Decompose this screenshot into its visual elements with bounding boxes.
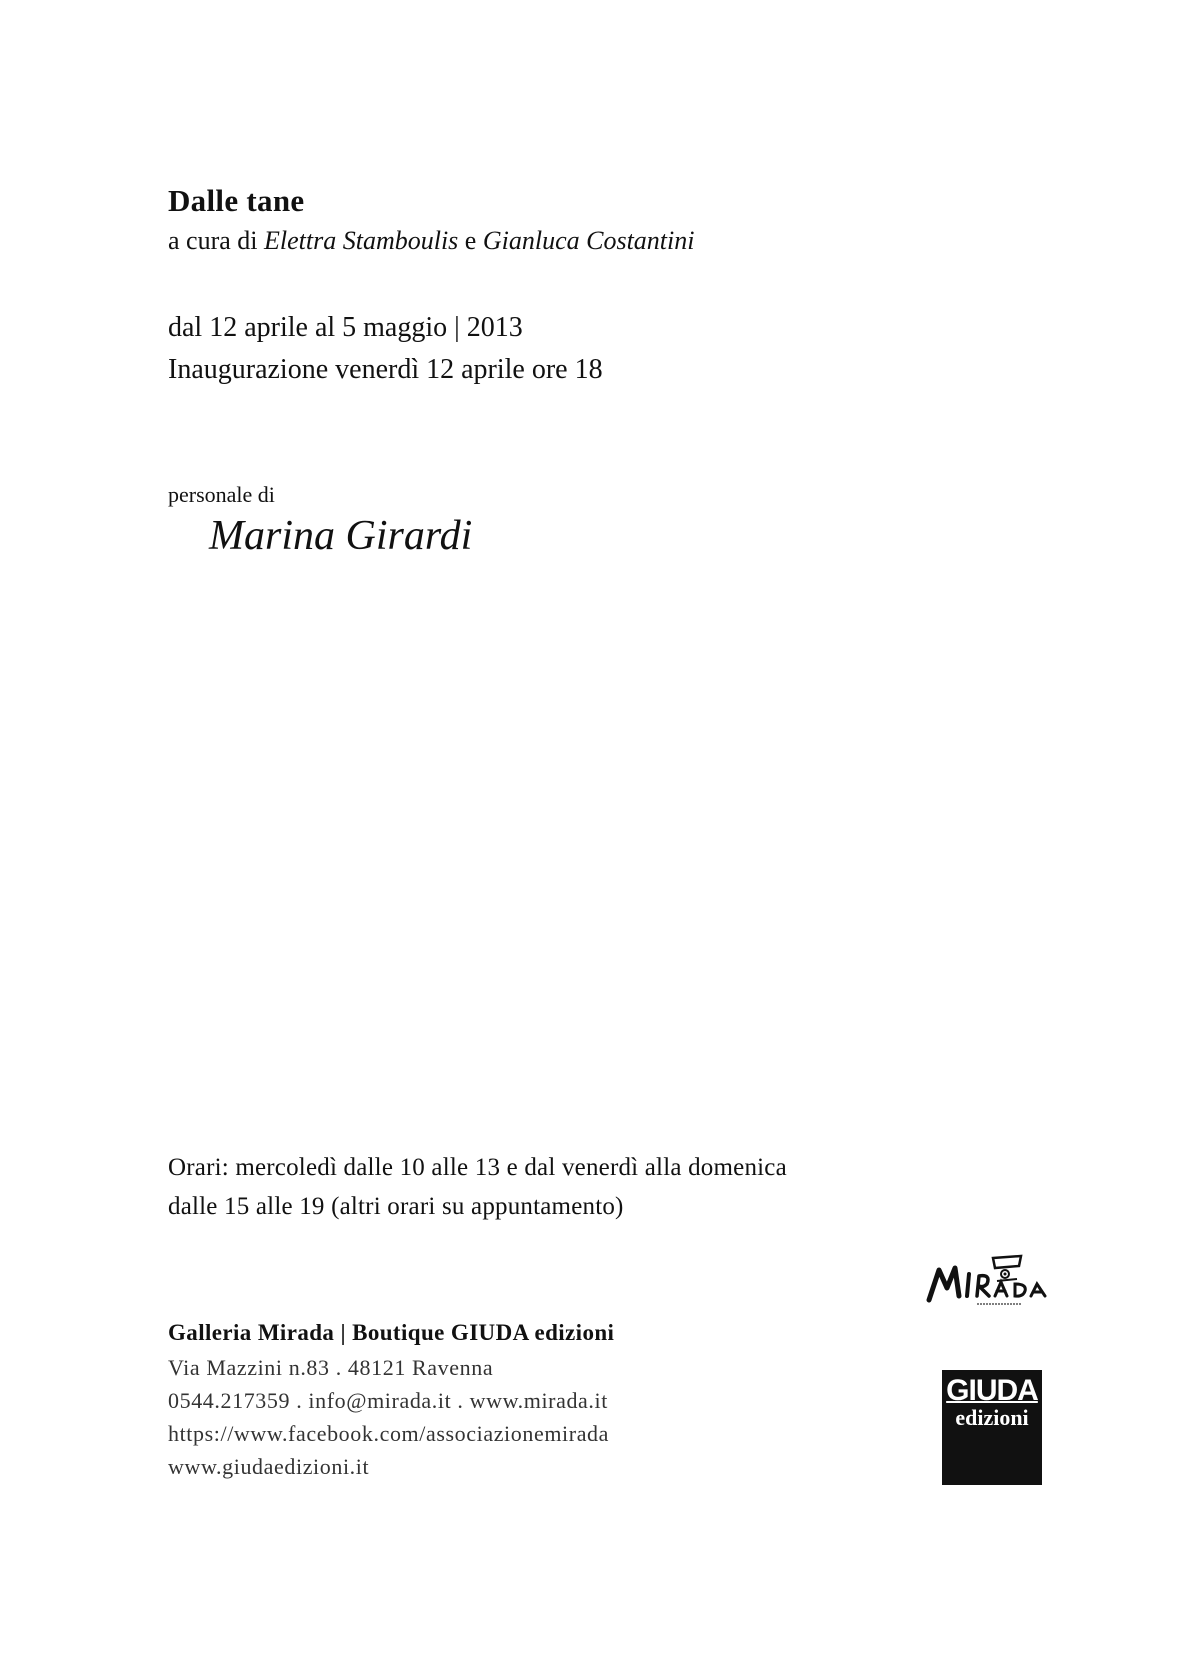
venue-name: Galleria Mirada | Boutique GIUDA edizioni bbox=[168, 1320, 615, 1345]
personale-label: personale di bbox=[168, 482, 275, 507]
facebook-link[interactable]: https://www.facebook.com/associazionemirada bbox=[168, 1421, 610, 1446]
hours-line-2: dalle 15 alle 19 (altri orari su appuntamento) bbox=[168, 1193, 624, 1220]
hours-line-1: Orari: mercoledì dalle 10 alle 13 e dal venerdì alla domenica bbox=[168, 1154, 787, 1181]
giuda-logo-top: GIUDA bbox=[946, 1374, 1038, 1407]
giuda-edizioni-logo bbox=[942, 1370, 1042, 1485]
venue-contacts: 0544.217359 . info@mirada.it . www.mirada.it bbox=[168, 1388, 608, 1413]
curator-name-2: Gianluca Costantini bbox=[482, 226, 695, 255]
curator-name-1: Elettra Stamboulis bbox=[264, 226, 459, 255]
curated-by-label: a cura di bbox=[168, 226, 258, 255]
giuda-logo-bottom: edizioni bbox=[955, 1405, 1029, 1430]
venue-address: Via Mazzini n.83 . 48121 Ravenna bbox=[168, 1355, 494, 1380]
artist-name: Marina Girardi bbox=[209, 513, 473, 559]
website-link[interactable]: www.giudaedizioni.it bbox=[168, 1454, 370, 1479]
exhibition-dates: dal 12 aprile al 5 maggio | 2013 bbox=[168, 312, 523, 343]
opening-info: Inaugurazione venerdì 12 aprile ore 18 bbox=[168, 354, 603, 385]
curators-line bbox=[168, 226, 694, 256]
curator-join: e bbox=[464, 226, 477, 255]
mirada-logo bbox=[925, 1248, 1060, 1323]
exhibition-title: Dalle tane bbox=[168, 183, 305, 218]
